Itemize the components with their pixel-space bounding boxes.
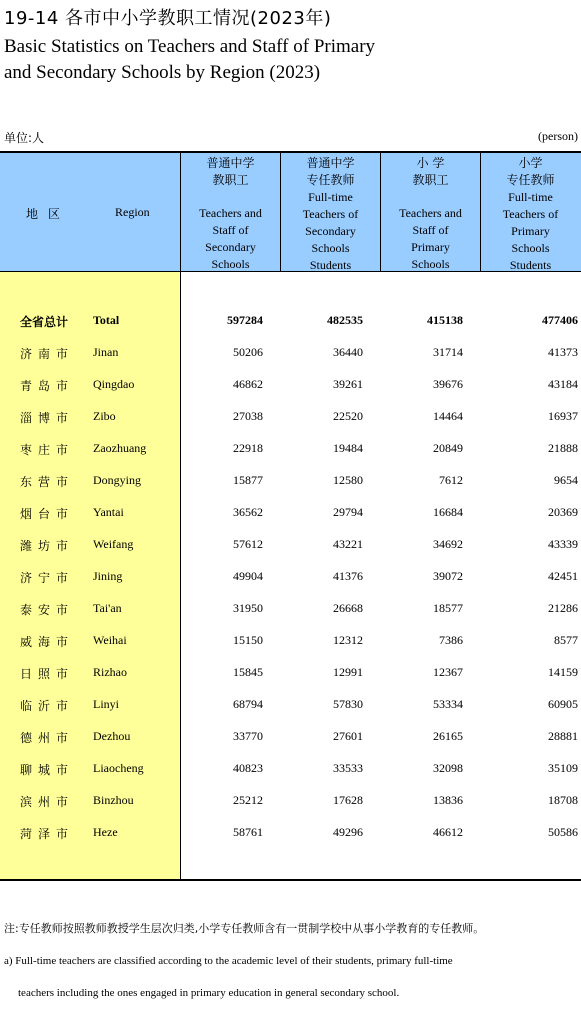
table-row	[0, 505, 581, 525]
column-header-cn: 小 学	[416, 156, 445, 170]
region-name-en: Jinan	[93, 345, 119, 359]
table-row	[0, 601, 581, 621]
value-cell: 17628	[333, 793, 363, 807]
value-cell: 49904	[233, 569, 263, 583]
column-header-en: Schools	[411, 257, 450, 271]
value-cell: 16684	[433, 505, 463, 519]
column-header-en: Full-time	[508, 190, 553, 204]
table-row	[0, 793, 581, 813]
value-cell: 29794	[333, 505, 363, 519]
value-cell: 14464	[433, 409, 463, 423]
region-name-en: Yantai	[93, 505, 124, 519]
column-header-en: Staff of	[212, 223, 249, 237]
column-header-en: Primary	[511, 224, 550, 238]
table-row	[0, 697, 581, 717]
value-cell: 50586	[548, 825, 578, 839]
region-name-en: Weifang	[93, 537, 134, 551]
region-name-en: Dongying	[93, 473, 141, 487]
value-cell: 41373	[548, 345, 578, 359]
value-cell: 21286	[548, 601, 578, 615]
footnote-en-line1: a) Full-time teachers are classified according to the academic level of their students, primary full-time	[4, 955, 453, 967]
table-row	[0, 633, 581, 653]
column-header-cn: 专任教师	[506, 173, 555, 187]
value-cell: 21888	[548, 441, 578, 455]
value-cell: 15150	[233, 633, 263, 647]
value-cell: 19484	[333, 441, 363, 455]
value-cell: 27601	[333, 729, 363, 743]
value-cell: 12580	[333, 473, 363, 487]
value-cell: 20369	[548, 505, 578, 519]
value-cell: 12367	[433, 665, 463, 679]
region-name-en: Zibo	[93, 409, 116, 423]
region-name-cn: 济南市	[20, 347, 75, 361]
region-name-en: Heze	[93, 825, 118, 839]
value-cell: 34692	[433, 537, 463, 551]
value-cell: 50206	[233, 345, 263, 359]
value-cell: 39261	[333, 377, 363, 391]
region-name-en: Weihai	[93, 633, 127, 647]
value-cell: 13836	[433, 793, 463, 807]
column-header-cn: 小学	[518, 156, 543, 170]
value-cell: 36440	[333, 345, 363, 359]
region-name-cn: 枣庄市	[20, 443, 75, 457]
value-cell: 46612	[433, 825, 463, 839]
unit-label-en: (person)	[538, 129, 578, 143]
value-cell: 68794	[233, 697, 263, 711]
region-name-en: Linyi	[93, 697, 119, 711]
column-header-en: Teachers and	[399, 206, 462, 220]
table-title-en-line2: and Secondary Schools by Region (2023)	[4, 62, 321, 83]
value-cell: 31714	[433, 345, 463, 359]
table-row	[0, 761, 581, 781]
region-name-en: Zaozhuang	[93, 441, 147, 455]
value-cell: 7386	[439, 633, 463, 647]
value-cell: 18708	[548, 793, 578, 807]
column-header-en: Teachers of	[302, 207, 359, 221]
value-cell: 36562	[233, 505, 263, 519]
column-header-en: Schools	[511, 241, 550, 255]
value-cell: 22520	[333, 409, 363, 423]
table-row	[0, 665, 581, 685]
column-header-en: Schools	[311, 241, 350, 255]
value-cell: 53334	[433, 697, 463, 711]
value-cell: 39072	[433, 569, 463, 583]
region-name-en: Tai'an	[93, 601, 122, 615]
value-cell: 415138	[427, 313, 463, 327]
value-cell: 7612	[439, 473, 463, 487]
region-name-cn: 烟台市	[20, 507, 75, 521]
value-cell: 42451	[548, 569, 578, 583]
value-cell: 33770	[233, 729, 263, 743]
value-cell: 22918	[233, 441, 263, 455]
region-name-cn: 全省总计	[20, 315, 69, 329]
column-header-en: Full-time	[308, 190, 353, 204]
value-cell: 39676	[433, 377, 463, 391]
region-name-cn: 淄博市	[20, 411, 75, 425]
unit-label-cn: 单位:人	[4, 131, 45, 145]
value-cell: 15877	[233, 473, 263, 487]
region-name-cn: 德州市	[20, 731, 75, 745]
value-cell: 8577	[554, 633, 578, 647]
value-cell: 46862	[233, 377, 263, 391]
region-name-en: Liaocheng	[93, 761, 144, 775]
value-cell: 33533	[333, 761, 363, 775]
table-title-cn: 19-14 各市中小学教职工情况(2023年)	[4, 8, 332, 29]
column-header-en: Students	[309, 258, 352, 272]
value-cell: 31950	[233, 601, 263, 615]
footnote-en-line2: teachers including the ones engaged in primary education in general secondary school.	[18, 987, 400, 999]
region-name-en: Dezhou	[93, 729, 131, 743]
column-header-cn: 普通中学	[206, 156, 255, 170]
value-cell: 58761	[233, 825, 263, 839]
value-cell: 27038	[233, 409, 263, 423]
table-row	[0, 473, 581, 493]
region-name-cn: 滨州市	[20, 795, 75, 809]
region-name-cn: 菏泽市	[20, 827, 75, 841]
value-cell: 43339	[548, 537, 578, 551]
value-cell: 15845	[233, 665, 263, 679]
table-row	[0, 441, 581, 461]
column-header-3	[381, 153, 480, 271]
value-cell: 12991	[333, 665, 363, 679]
region-name-en: Binzhou	[93, 793, 134, 807]
table-row	[0, 409, 581, 429]
value-cell: 25212	[233, 793, 263, 807]
column-header-cn: 专任教师	[306, 173, 355, 187]
value-cell: 18577	[433, 601, 463, 615]
value-cell: 57830	[333, 697, 363, 711]
region-name-cn: 东营市	[20, 475, 75, 489]
value-cell: 482535	[327, 313, 363, 327]
value-cell: 14159	[548, 665, 578, 679]
value-cell: 43221	[333, 537, 363, 551]
region-name-en: Rizhao	[93, 665, 127, 679]
value-cell: 60905	[548, 697, 578, 711]
column-header-1	[181, 153, 280, 271]
table-row	[0, 537, 581, 557]
region-name-cn: 济宁市	[20, 571, 75, 585]
table-row	[0, 345, 581, 365]
table-row	[0, 377, 581, 397]
region-name-en: Qingdao	[93, 377, 135, 391]
table-row	[0, 569, 581, 589]
column-header-2	[281, 153, 380, 271]
table-bottom-rule	[0, 879, 581, 881]
column-header-cn: 教职工	[412, 173, 449, 187]
value-cell: 12312	[333, 633, 363, 647]
region-name-cn: 潍坊市	[20, 539, 75, 553]
region-name-en: Jining	[93, 569, 123, 583]
value-cell: 26165	[433, 729, 463, 743]
column-header-en: Primary	[411, 240, 450, 254]
value-cell: 43184	[548, 377, 578, 391]
region-name-cn: 泰安市	[20, 603, 75, 617]
column-header-en: Teachers and	[199, 206, 262, 220]
region-name-cn: 聊城市	[20, 763, 75, 777]
region-name-en: Total	[93, 313, 120, 327]
column-header-cn: 普通中学	[306, 156, 355, 170]
header-region-en: Region	[115, 205, 150, 219]
region-name-cn: 日照市	[20, 667, 75, 681]
region-name-cn: 威海市	[20, 635, 75, 649]
column-header-cn: 教职工	[212, 173, 249, 187]
column-header-en: Secondary	[205, 240, 256, 254]
value-cell: 41376	[333, 569, 363, 583]
value-cell: 20849	[433, 441, 463, 455]
value-cell: 28881	[548, 729, 578, 743]
region-name-cn: 临沂市	[20, 699, 75, 713]
column-header-en: Schools	[211, 257, 250, 271]
table-row	[0, 729, 581, 749]
footnote-cn: 注:专任教师按照教师教授学生层次归类,小学专任教师含有一贯制学校中从事小学教育的专任教师。	[4, 922, 485, 935]
value-cell: 16937	[548, 409, 578, 423]
table-row-total	[0, 313, 581, 333]
header-region-cn: 地区	[26, 207, 71, 221]
column-header-en: Students	[509, 258, 552, 272]
table-title-en-line1: Basic Statistics on Teachers and Staff of Primary	[4, 36, 376, 57]
column-header-en: Teachers of	[502, 207, 559, 221]
value-cell: 597284	[227, 313, 263, 327]
value-cell: 49296	[333, 825, 363, 839]
value-cell: 477406	[542, 313, 578, 327]
value-cell: 35109	[548, 761, 578, 775]
value-cell: 26668	[333, 601, 363, 615]
column-header-4	[481, 153, 580, 271]
value-cell: 57612	[233, 537, 263, 551]
region-name-cn: 青岛市	[20, 379, 75, 393]
table-row	[0, 825, 581, 845]
value-cell: 32098	[433, 761, 463, 775]
value-cell: 40823	[233, 761, 263, 775]
column-header-en: Secondary	[305, 224, 356, 238]
column-header-en: Staff of	[412, 223, 449, 237]
value-cell: 9654	[554, 473, 578, 487]
